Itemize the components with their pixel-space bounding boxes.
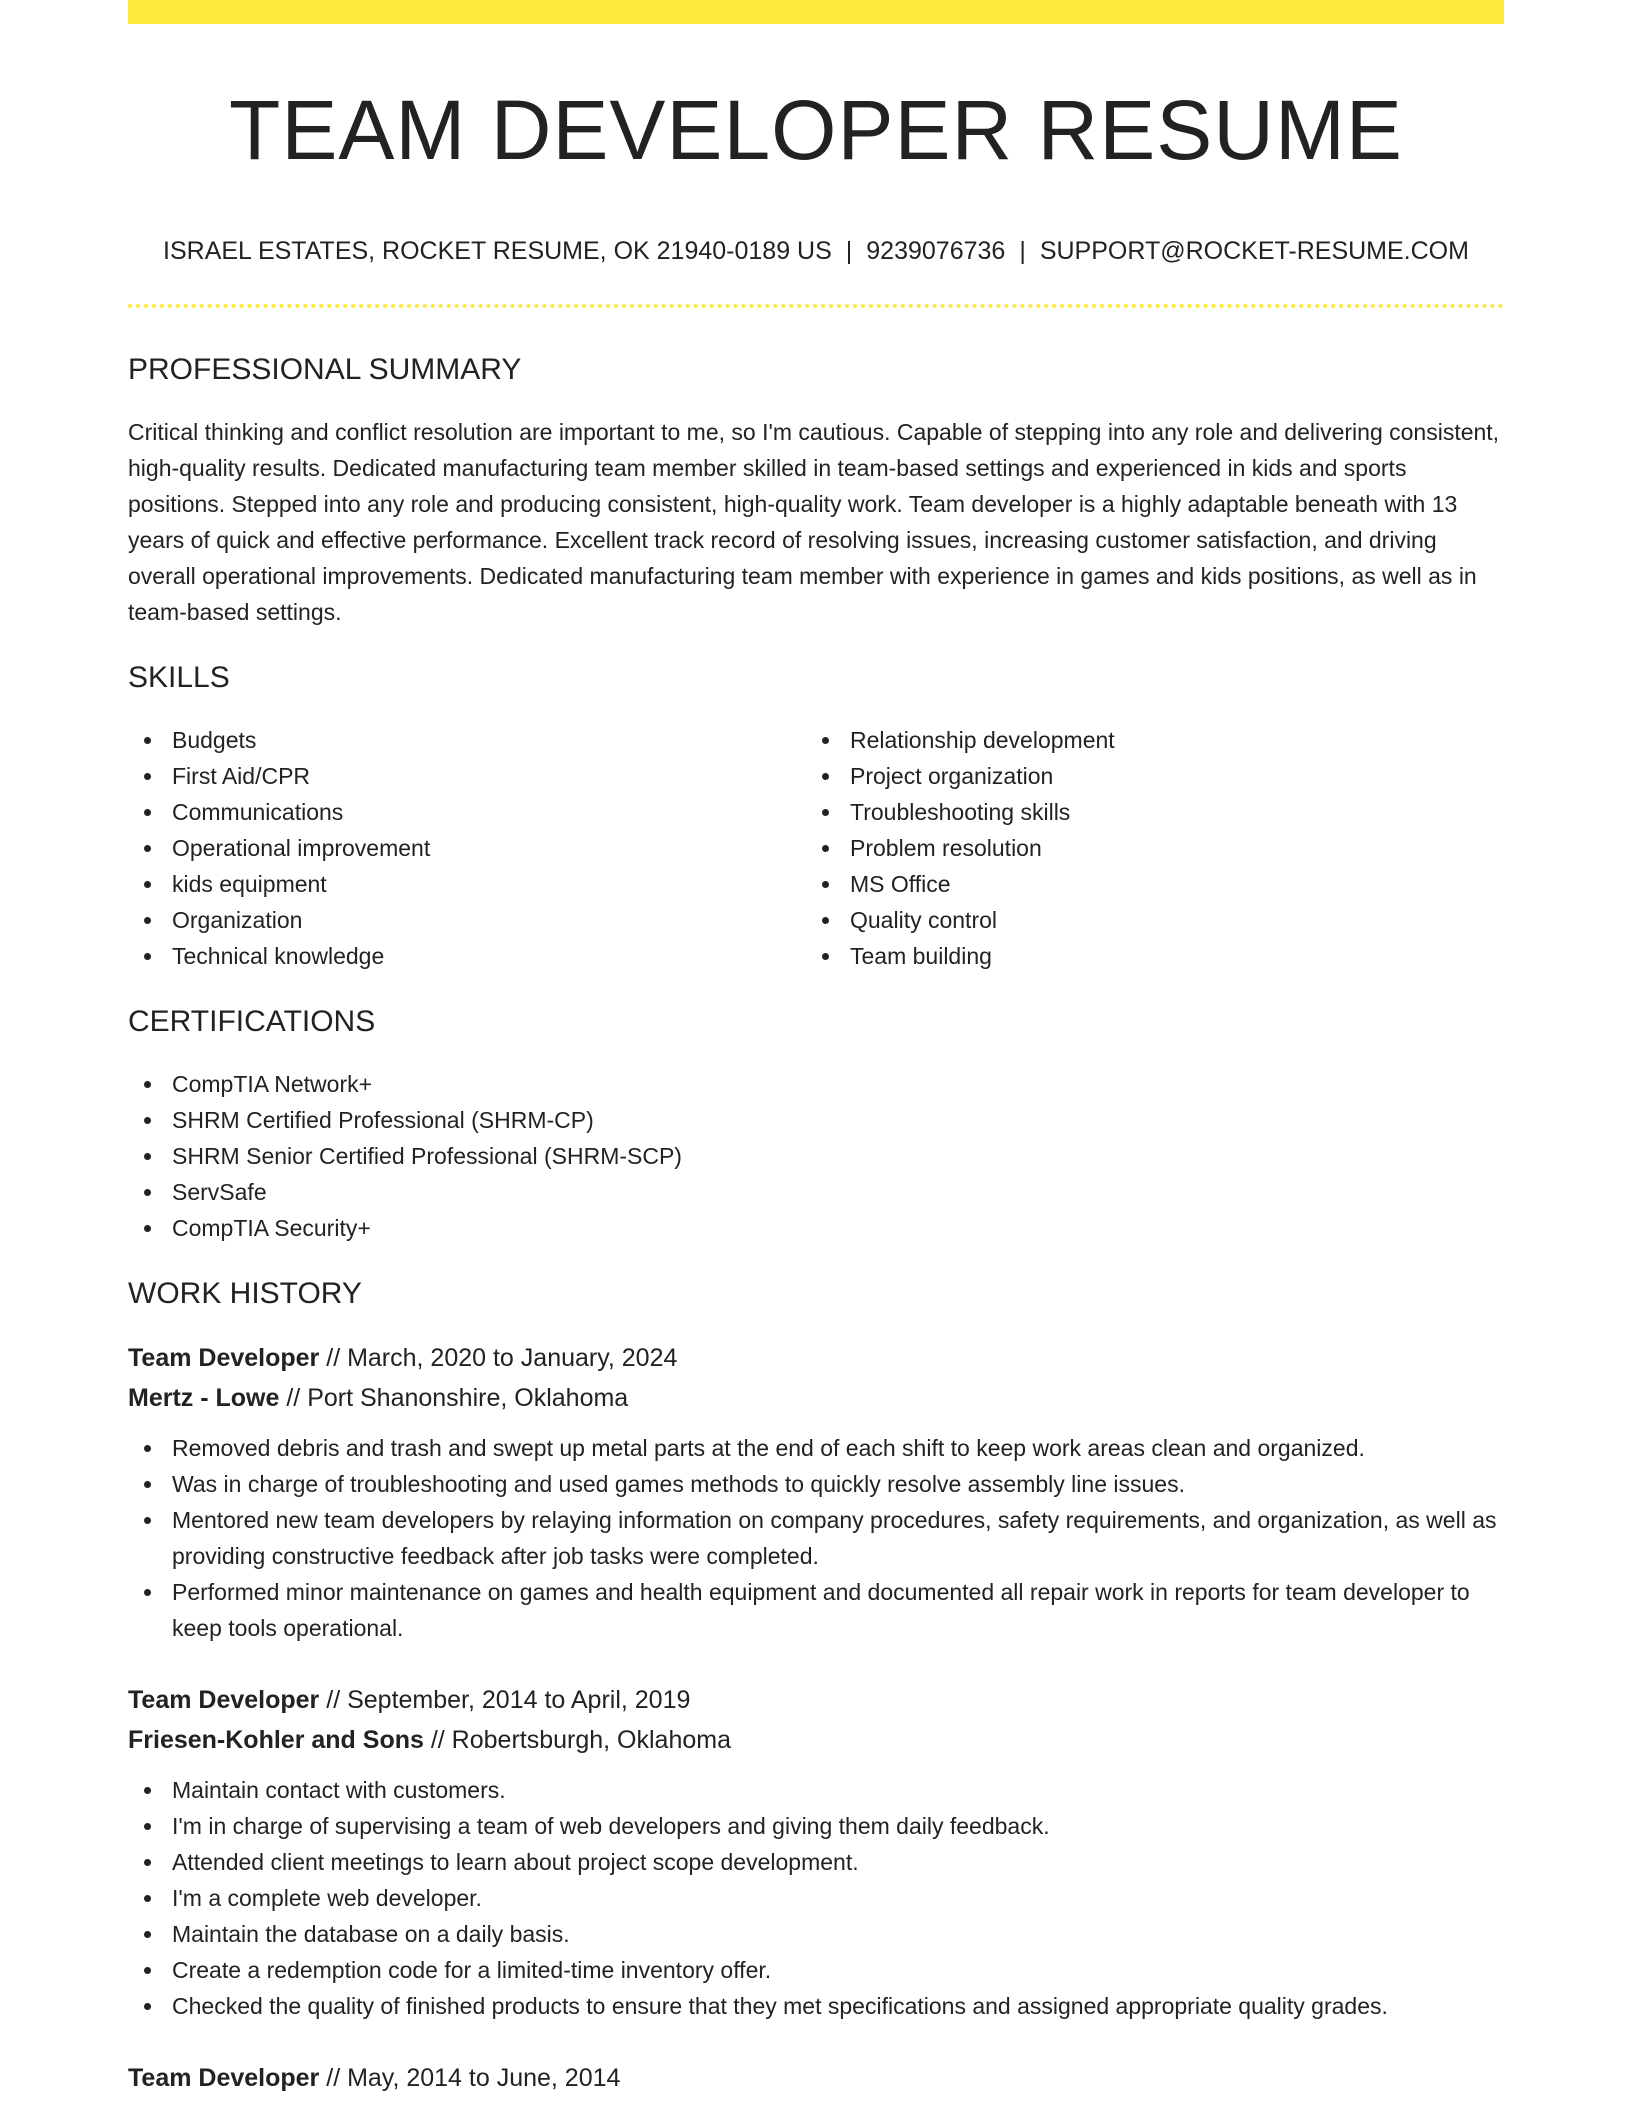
skill-item: Technical knowledge	[128, 938, 806, 974]
job-dates: // March, 2020 to January, 2024	[319, 1344, 678, 1373]
work-history-heading: WORK HISTORY	[128, 1277, 362, 1311]
job-company-line	[128, 1720, 1504, 1760]
work-history-list	[128, 1338, 1504, 2098]
contact-phone: 9239076736	[866, 237, 1006, 266]
contact-address: ISRAEL ESTATES, ROCKET RESUME, OK 21940-0189 US	[163, 237, 832, 266]
job-duty-item: Maintain the database on a daily basis.	[128, 1916, 1504, 1952]
job-duty-item: I'm a complete web developer.	[128, 1880, 1504, 1916]
certification-item: SHRM Certified Professional (SHRM-CP)	[128, 1102, 1504, 1138]
job-duty-item: Was in charge of troubleshooting and used games methods to quickly resolve assembly line issues.	[128, 1466, 1504, 1502]
resume-title: TEAM DEVELOPER RESUME	[229, 83, 1403, 177]
job-dates: // September, 2014 to April, 2019	[319, 1686, 691, 1715]
skill-item: Relationship development	[806, 722, 1504, 758]
job-duty-item: Checked the quality of finished products to ensure that they met specifications and assigned appropriate quality grades.	[128, 1988, 1504, 2024]
skills-heading: SKILLS	[128, 661, 230, 695]
job-duty-item: Create a redemption code for a limited-time inventory offer.	[128, 1952, 1504, 1988]
certifications-list	[128, 1066, 1504, 1246]
skills-grid	[128, 722, 1504, 974]
job-company: Friesen-Kohler and Sons	[128, 1726, 424, 1755]
job-company-line	[128, 1378, 1504, 1418]
skills-column-right	[806, 722, 1504, 974]
job-entry	[128, 1680, 1504, 2024]
job-title-line	[128, 1680, 1504, 1720]
skill-item: Quality control	[806, 902, 1504, 938]
certification-item: SHRM Senior Certified Professional (SHRM-SCP)	[128, 1138, 1504, 1174]
contact-email: SUPPORT@ROCKET-RESUME.COM	[1039, 237, 1469, 266]
accent-top-bar	[128, 0, 1504, 24]
summary-heading: PROFESSIONAL SUMMARY	[128, 353, 522, 387]
job-duty-item: I'm in charge of supervising a team of web developers and giving them daily feedback.	[128, 1808, 1504, 1844]
skills-column-left	[128, 722, 806, 974]
contact-separator: |	[845, 237, 853, 266]
certification-item: CompTIA Network+	[128, 1066, 1504, 1102]
skill-item: Budgets	[128, 722, 806, 758]
job-duty-item: Maintain contact with customers.	[128, 1772, 1504, 1808]
skill-item: Organization	[128, 902, 806, 938]
job-duties-list	[128, 1772, 1504, 2024]
certification-item: ServSafe	[128, 1174, 1504, 1210]
job-duty-item: Removed debris and trash and swept up metal parts at the end of each shift to keep work areas clean and organized.	[128, 1430, 1504, 1466]
job-role: Team Developer	[128, 1686, 320, 1715]
skill-item: kids equipment	[128, 866, 806, 902]
job-duty-item: Attended client meetings to learn about project scope development.	[128, 1844, 1504, 1880]
job-dates: // May, 2014 to June, 2014	[319, 2064, 621, 2093]
skill-item: Troubleshooting skills	[806, 794, 1504, 830]
skill-item: MS Office	[806, 866, 1504, 902]
job-title-line	[128, 1338, 1504, 1378]
summary-text: Critical thinking and conflict resolution are important to me, so I'm cautious. Capable of stepping into any role and delivering consistent, high-quality results. Dedicated manufacturing team member skilled in team-based settings and experienced in kids and sports positions. Stepped into any role and producing consistent, high-quality work. Team developer is a highly adaptable beneath with 13 years of quick and effective performance. Excellent track record of resolving issues, increasing customer satisfaction, and driving overall operational improvements. Dedicated manufacturing team member with experience in games and kids positions, as well as in team-based settings.	[128, 419, 1500, 626]
skill-item: Communications	[128, 794, 806, 830]
dotted-divider	[128, 304, 1504, 308]
job-duty-item: Mentored new team developers by relaying information on company procedures, safety requirements, and organization, as well as providing constructive feedback after job tasks were completed.	[128, 1502, 1504, 1574]
job-location: // Robertsburgh, Oklahoma	[423, 1726, 731, 1755]
job-role: Team Developer	[128, 1344, 320, 1373]
skill-item: Team building	[806, 938, 1504, 974]
job-duty-item: Performed minor maintenance on games and health equipment and documented all repair work in reports for team developer to keep tools operational.	[128, 1574, 1504, 1646]
skill-item: Operational improvement	[128, 830, 806, 866]
skill-item: First Aid/CPR	[128, 758, 806, 794]
skill-item: Problem resolution	[806, 830, 1504, 866]
job-entry	[128, 1338, 1504, 1646]
job-company: Mertz - Lowe	[128, 1384, 280, 1413]
resume-page	[128, 0, 1504, 2112]
certifications-heading: CERTIFICATIONS	[128, 1005, 376, 1039]
certification-item: CompTIA Security+	[128, 1210, 1504, 1246]
contact-line	[128, 236, 1504, 266]
skill-item: Project organization	[806, 758, 1504, 794]
job-role: Team Developer	[128, 2064, 320, 2093]
job-location: // Port Shanonshire, Oklahoma	[279, 1384, 629, 1413]
job-duties-list	[128, 1430, 1504, 1646]
contact-separator: |	[1019, 237, 1026, 266]
job-entry	[128, 2058, 1504, 2098]
job-title-line	[128, 2058, 1504, 2098]
